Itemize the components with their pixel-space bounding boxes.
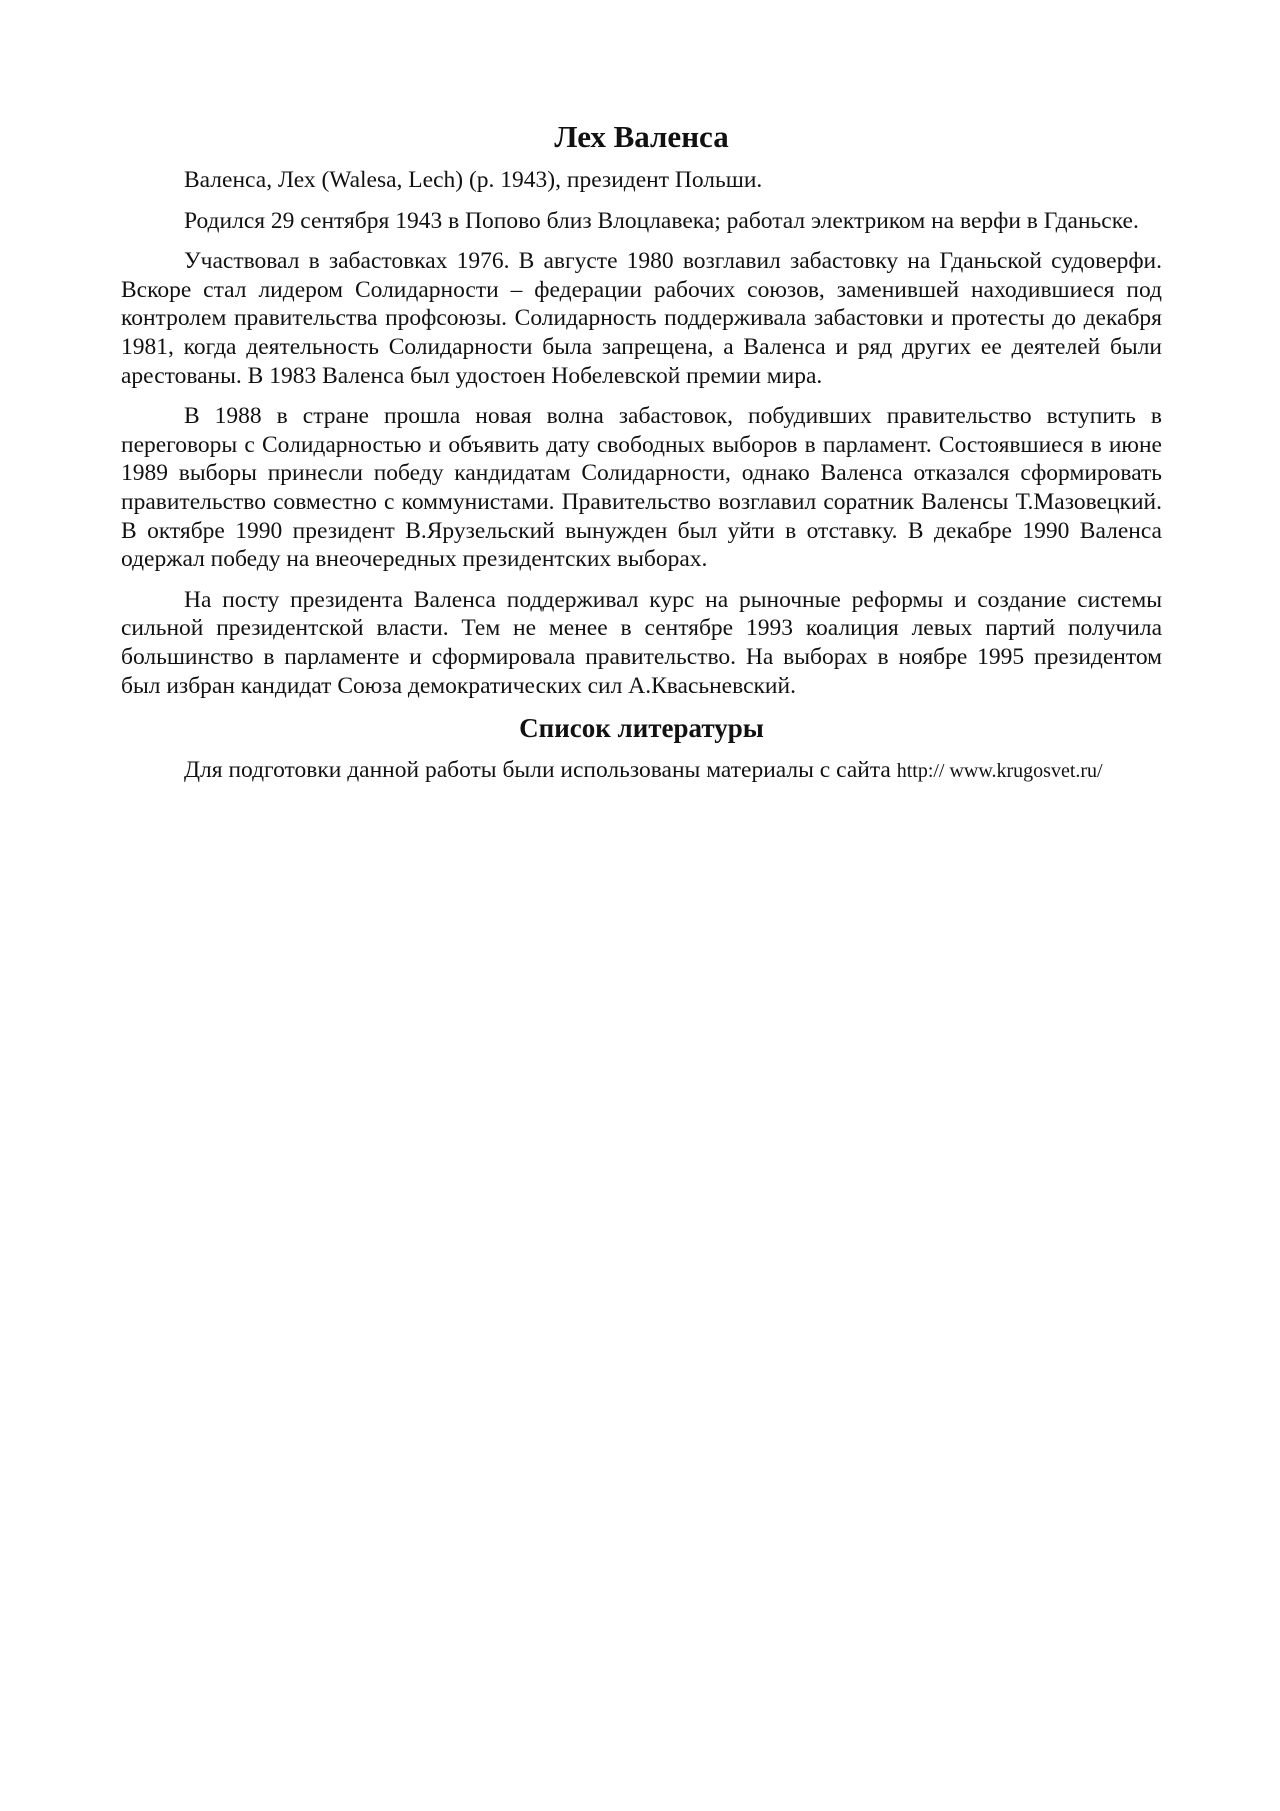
paragraph-birth: Родился 29 сентября 1943 в Попово близ Влоцлавека; работал электриком на верфи в Гданьске. — [184, 207, 1139, 234]
paragraph-intro: Валенса, Лех (Walesa, Lech) (р. 1943), президент Польши. — [184, 167, 763, 193]
references-paragraph — [121, 756, 1162, 786]
document-body — [121, 118, 1162, 798]
paragraph-solidarity: Участвовал в забастовках 1976. В августе 1980 возглавил забастовку на Гданьской судоверфи. Вскоре стал лидером Солидарности – федерации рабочих союзов, заменившей находившиеся под контролем правительства профсоюзы. Солидарность поддерживала забастовки и протесты до декабря 1981, когда деятельность Солидарности была запрещена, а Валенса и ряд других ее деятелей были арестованы. В 1983 Валенса был удостоен Нобелевской премии мира. — [121, 248, 1162, 389]
paragraph-presidency: На посту президента Валенса поддерживал курс на рыночные реформы и создание системы сильной президентской власти. Тем не менее в сентябре 1993 коалиция левых партий получила большинство в парламенте и сформировала правительство. На выборах в ноябре 1995 президентом был избран кандидат Союза демократических сил А.Квасьневский. — [121, 586, 1162, 699]
references-heading: Список литературы — [519, 713, 764, 744]
source-url: http:// www.krugosvet.ru/ — [896, 760, 1103, 783]
document-title: Лех Валенса — [554, 119, 729, 154]
paragraph-elections: В 1988 в стране прошла новая волна забастовок, побудивших правительство вступить в переговоры с Солидарностью и объявить дату свободных выборов в парламент. Состоявшиеся в июне 1989 выборы принесли победу кандидатам Солидарности, однако Валенса отказался сформировать правительство совместно с коммунистами. Правительство возглавил соратник Валенсы Т.Мазовецкий. В октябре 1990 президент В.Ярузельский вынужден был уйти в отставку. В декабре 1990 Валенса одержал победу на внеочередных президентских выборах. — [121, 403, 1162, 573]
references-text: Для подготовки данной работы были использованы материалы с сайта — [184, 757, 891, 784]
